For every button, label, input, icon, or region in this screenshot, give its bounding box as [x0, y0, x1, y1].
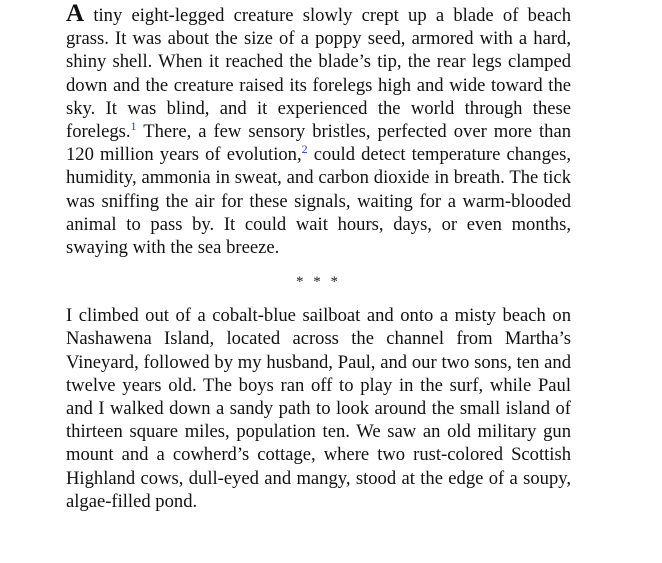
paragraph-nashawena: I climbed out of a cobalt-blue sailboat and onto a misty beach on Nashawena Island, located across the channel from Martha’s Vineyard, followed by my husband, Paul, and our two sons, ten and twelve years old. The boys ran off to play in the surf, while Paul and I walked down a sandy path to look around the small island of thirteen square miles, population ten. We saw an old military gun mount and a cowherd’s cottage, where two rust-colored Scottish Highland cows, dull-eyed and mangy, stood at the edge of a soupy, algae-filled pond.	[66, 305, 571, 512]
initial-letter: A	[66, 0, 85, 27]
paragraph-text: could detect temperature changes, humidity, ammonia in sweat, and carbon dioxide in breath. The tick was sniffing the air for these signals, waiting for a warm-blooded animal to pass by. It could wait hours, days, or even months, swaying with the sea breeze.	[66, 144, 572, 259]
document-page	[66, 0, 572, 513]
paragraph-tick-intro	[66, 0, 572, 259]
paragraph-text: tiny eight-legged creature slowly crept up a blade of beach grass. It was about the size of a poppy seed, armored with a hard, shiny shell. When it reached the blade’s tip, the rear legs clamped down and the creature raised its forelegs high and wide toward the sky. It was blind, and it experienced the world through these forelegs.	[66, 5, 571, 143]
paragraph-text: There, a few sensory bristles, perfected over more than 120 million years of evolution,	[66, 121, 571, 166]
section-separator: * * *	[296, 274, 341, 291]
footnote-link-1[interactable]: 1	[130, 119, 137, 134]
footnote-link-2[interactable]: 2	[301, 142, 308, 157]
